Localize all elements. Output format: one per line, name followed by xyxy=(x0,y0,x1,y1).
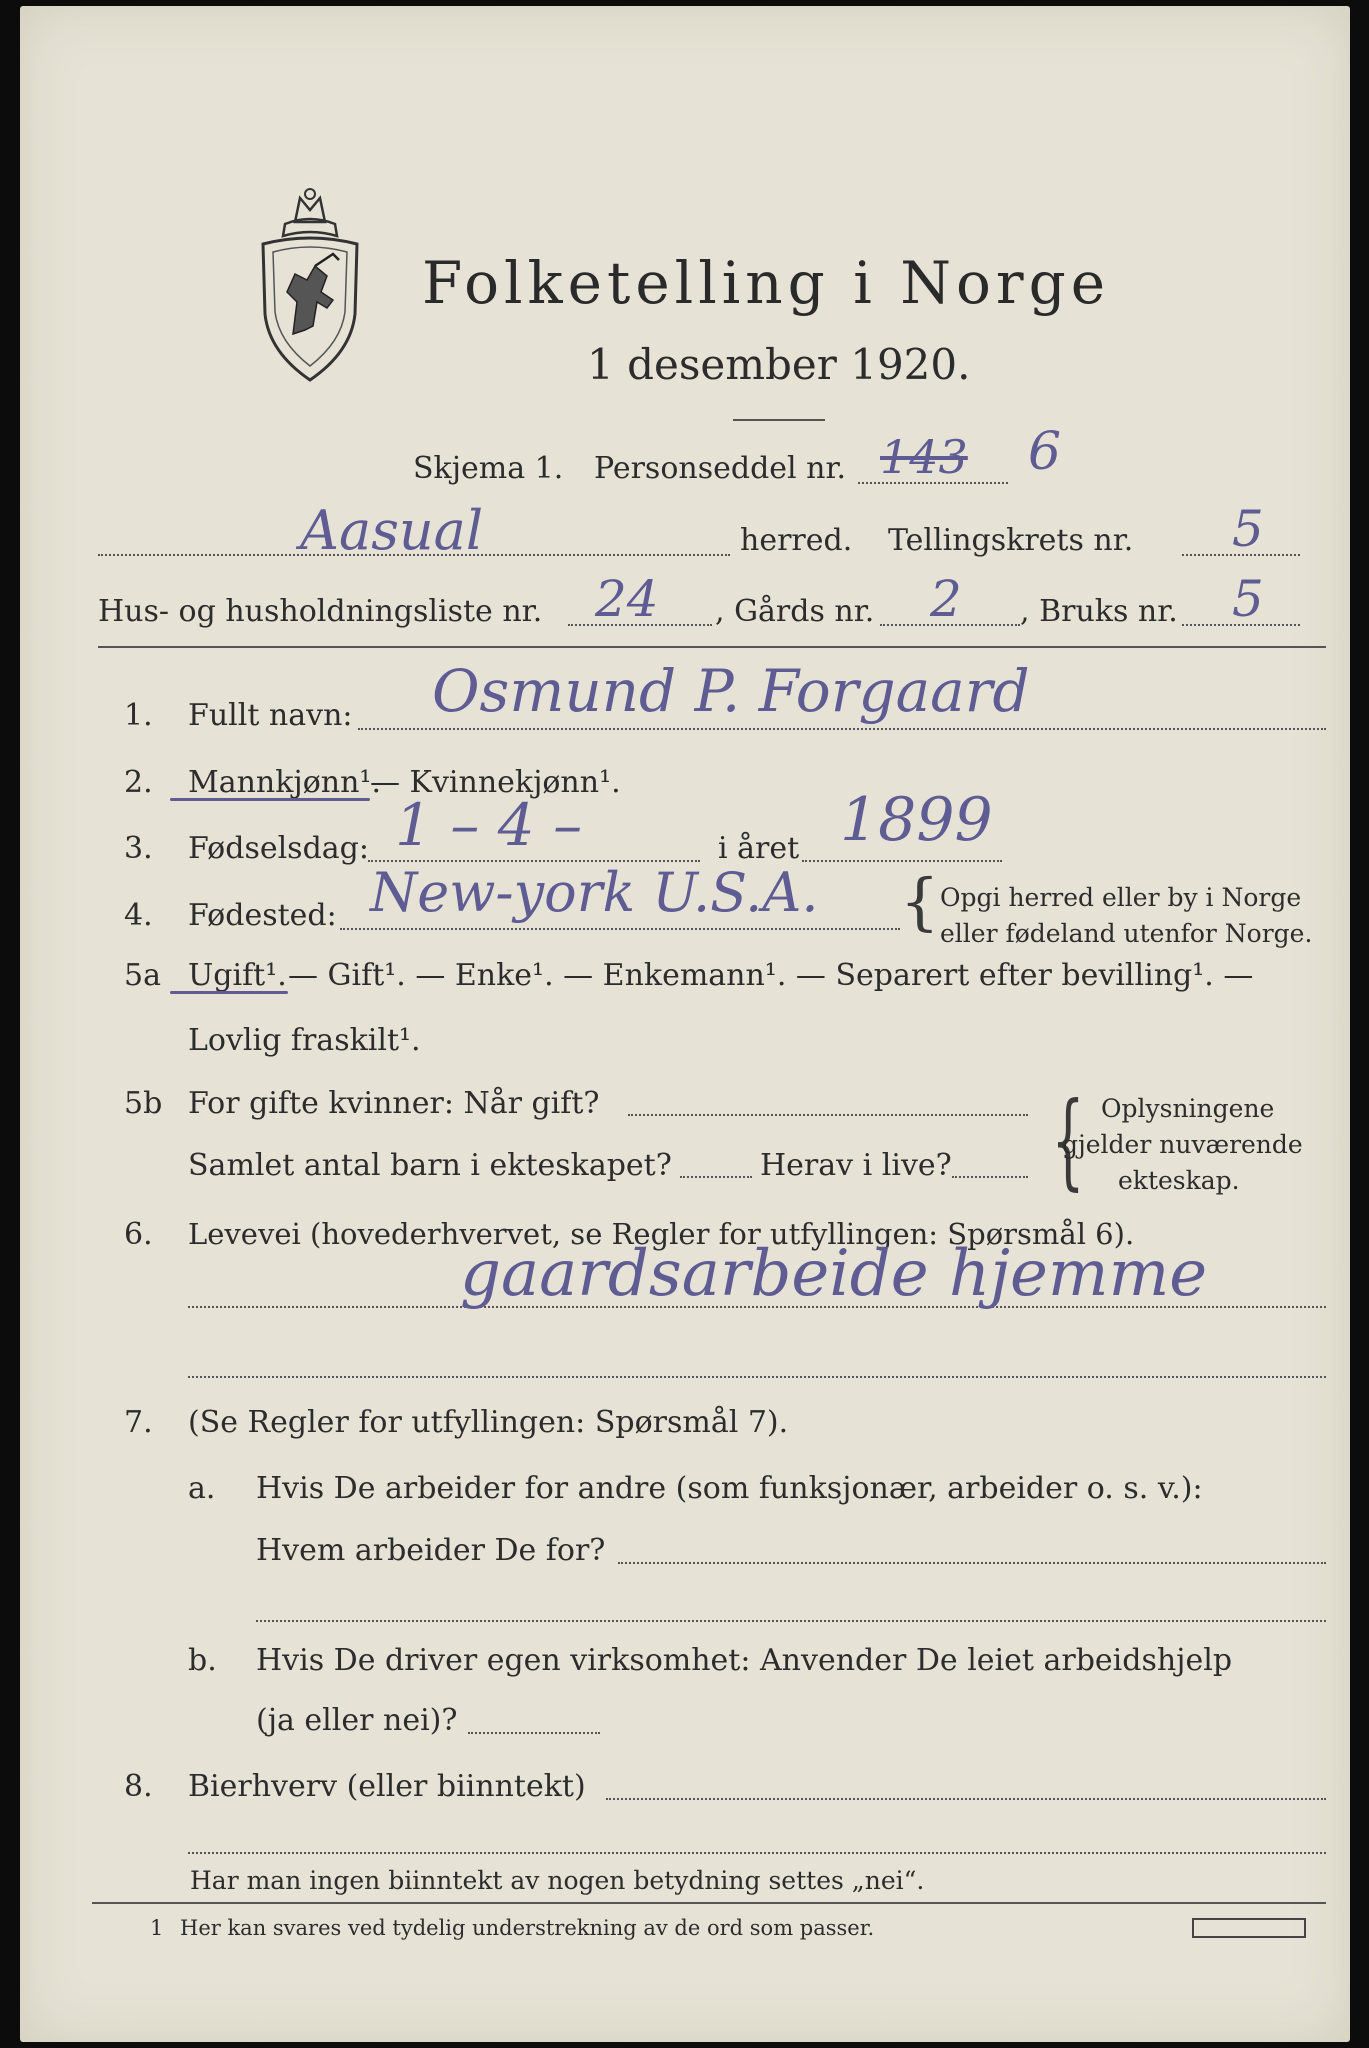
nar-gift-line xyxy=(628,1114,1028,1116)
footnote-text: Her kan svares ved tydelig understrekning av de ord som passer. xyxy=(180,1916,875,1940)
year-label: i året xyxy=(718,831,800,866)
fodested-line xyxy=(340,928,900,930)
census-date: 1 desember 1920. xyxy=(587,340,971,389)
levevei-value: gaardsarbeide hjemme xyxy=(460,1237,1208,1311)
year-line xyxy=(802,860,1002,862)
sivilstand-options: — Gift¹. — Enke¹. — Enkemann¹. — Separert efter bevilling¹. — xyxy=(288,958,1254,993)
q7a-text: Hvis De arbeider for andre (som funksjonær, arbeider o. s. v.): xyxy=(256,1471,1203,1506)
fodested-value: New-york U.S.A. xyxy=(370,861,819,924)
herav-i-live-line xyxy=(952,1176,1028,1178)
bruks-value: 5 xyxy=(1232,570,1264,628)
personseddel-value: 6 xyxy=(1028,422,1062,482)
fodested-brace: { xyxy=(900,865,940,938)
personseddel-struck-value: 143 xyxy=(880,430,968,484)
q8-line-1 xyxy=(606,1798,1326,1800)
antal-barn-line xyxy=(680,1176,752,1178)
kvinne-label: — Kvinnekjønn¹. xyxy=(370,765,621,800)
form-title: Folketelling i Norge xyxy=(422,249,1111,317)
q6-number: 6. xyxy=(124,1217,153,1252)
antal-barn-label: Samlet antal barn i ekteskapet? xyxy=(188,1148,672,1183)
census-form xyxy=(20,6,1350,2042)
skjema-label: Skjema 1. xyxy=(413,451,564,486)
footer-divider xyxy=(92,1902,1326,1904)
herav-i-live-label: Herav i live? xyxy=(760,1148,952,1183)
q4-label: Fødested: xyxy=(188,898,337,933)
nar-gift-label: For gifte kvinner: Når gift? xyxy=(188,1086,600,1121)
q7a-line-1 xyxy=(618,1562,1326,1564)
fodested-note-1: Opgi herred eller by i Norge xyxy=(940,883,1302,912)
q5b-number: 5b xyxy=(124,1086,163,1121)
gards-label: , Gårds nr. xyxy=(715,594,875,629)
fodested-note-2: eller fødeland utenfor Norge. xyxy=(940,919,1313,948)
ugift-underline xyxy=(170,991,288,994)
q3-number: 3. xyxy=(124,831,153,866)
q1-line xyxy=(358,728,1326,730)
q7b-text: Hvis De driver egen virksomhet: Anvender De leiet arbeidshjelp xyxy=(256,1643,1233,1678)
fodselsdag-value: 1 – 4 – xyxy=(395,791,583,859)
husholdningsliste-value: 24 xyxy=(595,570,659,628)
ekteskap-note-1: Oplysningene xyxy=(1101,1094,1275,1123)
q3-label: Fødselsdag: xyxy=(188,831,369,866)
title-divider xyxy=(733,419,825,421)
q7a-line-2 xyxy=(256,1620,1326,1622)
year-value: 1899 xyxy=(840,785,993,855)
mann-label: Mannkjønn¹. xyxy=(188,765,381,800)
q4-number: 4. xyxy=(124,898,153,933)
q7-number: 7. xyxy=(124,1405,153,1440)
q7a-letter: a. xyxy=(188,1471,216,1506)
q8-number: 8. xyxy=(124,1769,153,1804)
husholdningsliste-label: Hus- og husholdningsliste nr. xyxy=(98,594,543,629)
gards-value: 2 xyxy=(930,570,962,628)
mann-underline xyxy=(170,798,370,801)
herred-label: herred. xyxy=(740,523,853,558)
q7b-question: (ja eller nei)? xyxy=(256,1703,458,1738)
q7-label: (Se Regler for utfyllingen: Spørsmål 7). xyxy=(188,1405,789,1440)
q2-number: 2. xyxy=(124,765,153,800)
header-divider xyxy=(98,646,1326,648)
full-name-value: Osmund P. Forgaard xyxy=(432,657,1030,725)
tellingskrets-value: 5 xyxy=(1232,500,1264,558)
q8-label: Bierhverv (eller biinntekt) xyxy=(188,1769,586,1804)
personseddel-label: Personseddel nr. xyxy=(594,451,847,486)
levevei-line-2 xyxy=(188,1376,1326,1378)
bruks-label: , Bruks nr. xyxy=(1020,594,1178,629)
q7a-question: Hvem arbeider De for? xyxy=(256,1533,606,1568)
ekteskap-note-2: gjelder nuværende xyxy=(1062,1130,1303,1159)
ekteskap-note-3: ekteskap. xyxy=(1118,1166,1240,1195)
biinntekt-note: Har man ingen biinntekt av nogen betydning settes „nei“. xyxy=(190,1866,925,1895)
herred-value: Aasual xyxy=(300,499,484,562)
coat-of-arms-icon xyxy=(255,184,365,384)
tellingskrets-label: Tellingskrets nr. xyxy=(888,523,1134,558)
q8-line-2 xyxy=(188,1852,1326,1854)
footnote-number: 1 xyxy=(150,1916,164,1940)
q7b-line xyxy=(468,1732,600,1734)
q7b-letter: b. xyxy=(188,1643,217,1678)
q1-number: 1. xyxy=(124,698,153,733)
ekteskap-brace: { xyxy=(1051,1079,1085,1201)
q5a-number: 5a xyxy=(124,958,161,993)
fraskilt-label: Lovlig fraskilt¹. xyxy=(188,1023,421,1058)
q1-label: Fullt navn: xyxy=(188,698,353,733)
printer-stamp xyxy=(1192,1918,1306,1938)
ugift-label: Ugift¹. xyxy=(188,958,287,993)
q6-label: Levevei (hovederhvervet, se Regler for utfyllingen: Spørsmål 6). xyxy=(188,1217,1135,1251)
